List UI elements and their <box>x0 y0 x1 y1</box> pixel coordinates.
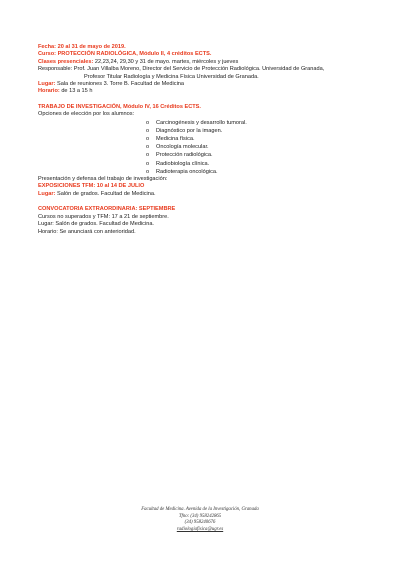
opciones-intro: Opciones de elección por los alumnos: <box>38 111 135 118</box>
list-item <box>146 119 370 127</box>
lugar-label-2: Lugar: <box>38 190 56 197</box>
option-label: Radiobiología clínica. <box>156 160 210 167</box>
footer-phone-2: (34) 958240676 <box>184 520 216 526</box>
clases-label: Clases presenciales: <box>38 58 94 65</box>
responsable-line <box>38 66 370 73</box>
clases-value: 22,23,24, 29,30 y 31 de mayo. martes, miércoles y jueves <box>93 58 239 65</box>
presentacion-line: Presentación y defensa del trabajo de investigación: <box>38 176 168 183</box>
trabajo-title: TRABAJO DE INVESTIGACIÓN, Módulo IV, 16 Créditos ECTS. <box>38 103 201 110</box>
option-label: Radioterapia oncológica. <box>156 168 218 175</box>
lugar-value-2: Salón de grados. Facultad de Medicina. <box>55 190 156 197</box>
bullet-icon: o <box>146 144 150 151</box>
horario-line <box>38 88 370 95</box>
fecha-line: Fecha: 20 al 31 de mayo de 2019. <box>38 44 126 50</box>
horario-label: Horario: <box>38 88 60 95</box>
document-body <box>38 44 370 236</box>
option-label: Diagnóstico por la imagen. <box>156 127 223 134</box>
responsable-continuation: Profesor Titular Radiología y Medicina Física Universidad de Granada. <box>84 73 259 80</box>
bullet-icon: o <box>146 168 150 175</box>
responsable-value: Prof. Juan Villalba Moreno, Director del Servicio de Protección Radiológica. Universidad de Granada, <box>72 66 325 73</box>
clases-line <box>38 59 370 66</box>
bullet-icon: o <box>146 136 150 143</box>
convocatoria-title: CONVOCATORIA EXTRAORDINARIA: SEPTIEMBRE <box>38 206 176 213</box>
bullet-icon: o <box>146 119 150 126</box>
list-item <box>146 151 370 159</box>
list-item <box>146 168 370 176</box>
list-item <box>146 160 370 168</box>
convocatoria-line-3: Horario: Se anunciará con anterioridad. <box>38 228 136 235</box>
option-label: Oncología molecular. <box>156 144 209 151</box>
curso-line: Curso: PROTECCIÓN RADIOLÓGICA, Módulo II, 4 créditos ECTS. <box>38 51 212 58</box>
convocatoria-line-1: Cursos no superados y TFM: 17 a 21 de septiembre. <box>38 213 169 220</box>
page-footer <box>0 507 400 533</box>
bullet-icon: o <box>146 160 150 167</box>
list-item <box>146 135 370 143</box>
option-label: Protección radiológica. <box>156 152 213 159</box>
lugar-line-2 <box>38 191 370 198</box>
lugar-line-1 <box>38 81 370 88</box>
bullet-icon: o <box>146 152 150 159</box>
options-list <box>146 119 370 176</box>
option-label: Carcinogénesis y desarrollo tumoral. <box>156 119 247 126</box>
footer-address: Facultad de Medicina. Avenida de la Investigación, Granada <box>141 507 259 512</box>
footer-phone-1: Tfno: (34) 958242865 <box>178 513 222 519</box>
list-item <box>146 143 370 151</box>
lugar-label-1: Lugar: <box>38 81 56 88</box>
option-label: Medicina física. <box>156 136 195 143</box>
horario-value: de 13 a 15 h <box>59 88 93 95</box>
responsable-label: Responsable: <box>38 66 73 73</box>
exposiciones-line: EXPOSICIONES TFM: 10 al 14 DE JULIO <box>38 183 145 190</box>
convocatoria-line-2: Lugar: Salón de grados. Facultad de Medicina. <box>38 221 154 228</box>
list-item <box>146 127 370 135</box>
footer-email-link[interactable]: radiologiafisica@ugr.es <box>176 526 224 532</box>
lugar-value-1: Sala de reuniones 3. Torre B. Facultad de Medicina <box>55 81 185 88</box>
bullet-icon: o <box>146 127 150 134</box>
